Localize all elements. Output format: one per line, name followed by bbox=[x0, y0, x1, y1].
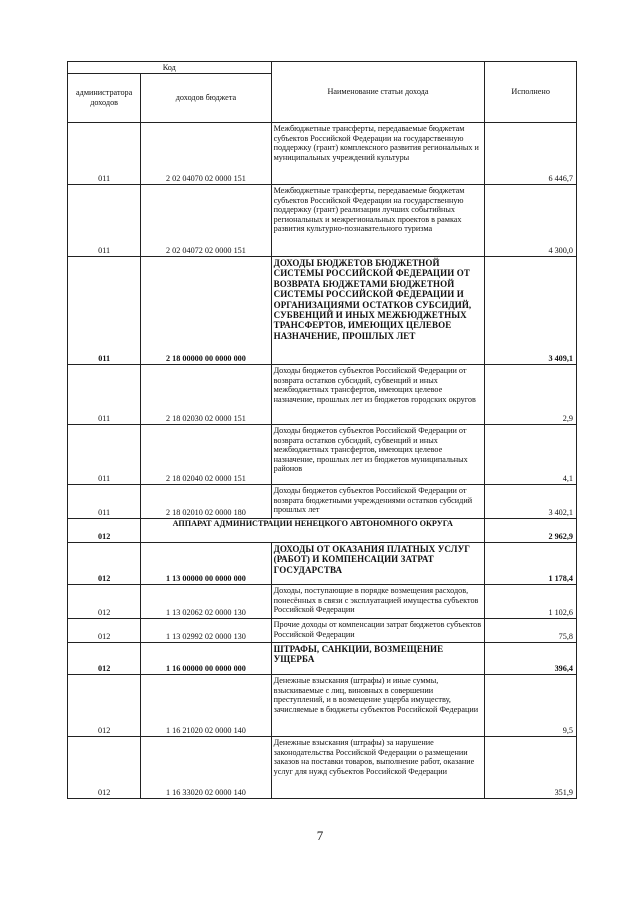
income-name-cell: Денежные взыскания (штрафы) и иные суммы, взыскиваемые с лиц, виновных в совершении преступлений, и в возмещение ущерба имуществу, зачисляемые в бюджеты субъектов Российской Федерации bbox=[271, 675, 485, 737]
executed-amount-cell: 351,9 bbox=[485, 737, 577, 799]
income-name-cell: ДОХОДЫ ОТ ОКАЗАНИЯ ПЛАТНЫХ УСЛУГ (РАБОТ) И КОМПЕНСАЦИИ ЗАТРАТ ГОСУДАРСТВА bbox=[271, 543, 485, 585]
budget-income-table bbox=[67, 61, 577, 799]
admin-code-cell: 011 bbox=[68, 257, 141, 365]
table-row bbox=[68, 543, 577, 585]
income-code-cell: 2 18 02040 02 0000 151 bbox=[141, 425, 271, 485]
table-row bbox=[68, 585, 577, 619]
table-row bbox=[68, 185, 577, 257]
income-name-cell: Прочие доходы от компенсации затрат бюджетов субъектов Российской Федерации bbox=[271, 619, 485, 643]
income-code-cell: 1 13 02062 02 0000 130 bbox=[141, 585, 271, 619]
income-name-cell: Доходы бюджетов субъектов Российской Федерации от возврата остатков субсидий, субвенций и иных межбюджетных трансфертов, имеющих целевое назначение, прошлых лет из бюджетов городских округов bbox=[271, 365, 485, 425]
executed-amount-cell: 4,1 bbox=[485, 425, 577, 485]
header-income-name: Наименование статьи дохода bbox=[271, 62, 485, 123]
table-row bbox=[68, 643, 577, 675]
income-code-cell: 1 13 00000 00 0000 000 bbox=[141, 543, 271, 585]
income-name-cell: Доходы, поступающие в порядке возмещения расходов, понесённых в связи с эксплуатацией имущества субъектов Российской Федерации bbox=[271, 585, 485, 619]
admin-code-cell: 012 bbox=[68, 643, 141, 675]
admin-code-cell: 011 bbox=[68, 185, 141, 257]
income-code-cell: 1 13 02992 02 0000 130 bbox=[141, 619, 271, 643]
income-name-cell: Доходы бюджетов субъектов Российской Федерации от возврата бюджетными учреждениями остатков субсидий прошлых лет bbox=[271, 485, 485, 519]
table-row bbox=[68, 619, 577, 643]
executed-amount-cell: 3 409,1 bbox=[485, 257, 577, 365]
admin-code-cell: 012 bbox=[68, 519, 141, 543]
income-code-cell: 2 18 02010 02 0000 180 bbox=[141, 485, 271, 519]
executed-amount-cell: 396,4 bbox=[485, 643, 577, 675]
executed-amount-cell: 1 102,6 bbox=[485, 585, 577, 619]
income-code-cell: 2 02 04070 02 0000 151 bbox=[141, 123, 271, 185]
header-admin: администратора доходов bbox=[68, 74, 141, 123]
executed-amount-cell: 4 300,0 bbox=[485, 185, 577, 257]
income-code-cell: 1 16 33020 02 0000 140 bbox=[141, 737, 271, 799]
table-row bbox=[68, 425, 577, 485]
executed-amount-cell: 2,9 bbox=[485, 365, 577, 425]
table-row bbox=[68, 485, 577, 519]
income-code-cell: 1 16 21020 02 0000 140 bbox=[141, 675, 271, 737]
page-number: 7 bbox=[316, 828, 324, 843]
table-row bbox=[68, 123, 577, 185]
executed-amount-cell: 6 446,7 bbox=[485, 123, 577, 185]
table-row bbox=[68, 737, 577, 799]
income-code-cell: 2 18 02030 02 0000 151 bbox=[141, 365, 271, 425]
income-name-cell: Денежные взыскания (штрафы) за нарушение законодательства Российской Федерации о размещении заказов на поставки товаров, выполнение работ, оказание услуг для нужд субъектов Российской Федерации bbox=[271, 737, 485, 799]
executed-amount-cell: 9,5 bbox=[485, 675, 577, 737]
admin-code-cell: 012 bbox=[68, 585, 141, 619]
income-code-cell: 2 02 04072 02 0000 151 bbox=[141, 185, 271, 257]
admin-code-cell: 011 bbox=[68, 123, 141, 185]
income-name-cell: Межбюджетные трансферты, передаваемые бюджетам субъектов Российской Федерации на государственную поддержку (грант) реализации лучших событийных региональных и межрегиональных проектов в рамках развития культурно-познавательного туризма bbox=[271, 185, 485, 257]
table-row bbox=[68, 519, 577, 543]
income-code-cell: 2 18 00000 00 0000 000 bbox=[141, 257, 271, 365]
table-row bbox=[68, 365, 577, 425]
section-title-cell: АППАРАТ АДМИНИСТРАЦИИ НЕНЕЦКОГО АВТОНОМНОГО ОКРУГА bbox=[141, 519, 485, 543]
table-header-row bbox=[68, 62, 577, 74]
admin-code-cell: 012 bbox=[68, 543, 141, 585]
executed-amount-cell: 3 402,1 bbox=[485, 485, 577, 519]
income-name-cell: ШТРАФЫ, САНКЦИИ, ВОЗМЕЩЕНИЕ УЩЕРБА bbox=[271, 643, 485, 675]
executed-amount-cell: 1 178,4 bbox=[485, 543, 577, 585]
executed-amount-cell: 2 962,9 bbox=[485, 519, 577, 543]
income-name-cell: Доходы бюджетов субъектов Российской Федерации от возврата остатков субсидий, субвенций и иных межбюджетных трансфертов, имеющих целевое назначение, прошлых лет из бюджетов муниципальных районов bbox=[271, 425, 485, 485]
admin-code-cell: 012 bbox=[68, 619, 141, 643]
admin-code-cell: 011 bbox=[68, 425, 141, 485]
header-code: Код bbox=[68, 62, 272, 74]
admin-code-cell: 011 bbox=[68, 365, 141, 425]
admin-code-cell: 012 bbox=[68, 675, 141, 737]
income-name-cell: ДОХОДЫ БЮДЖЕТОВ БЮДЖЕТНОЙ СИСТЕМЫ РОССИЙСКОЙ ФЕДЕРАЦИИ ОТ ВОЗВРАТА БЮДЖЕТАМИ БЮДЖЕТНОЙ СИСТЕМЫ РОССИЙСКОЙ ФЕДЕРАЦИИ И ОРГАНИЗАЦИЯМИ ОСТАТКОВ СУБСИДИЙ, СУБВЕНЦИЙ И ИНЫХ МЕЖБЮДЖЕТНЫХ ТРАНСФЕРТОВ, ИМЕЮЩИХ ЦЕЛЕВОЕ НАЗНАЧЕНИЕ, ПРОШЛЫХ ЛЕТ bbox=[271, 257, 485, 365]
header-executed: Исполнено bbox=[485, 62, 577, 123]
admin-code-cell: 011 bbox=[68, 485, 141, 519]
executed-amount-cell: 75,8 bbox=[485, 619, 577, 643]
admin-code-cell: 012 bbox=[68, 737, 141, 799]
header-income-code: доходов бюджета bbox=[141, 74, 271, 123]
income-code-cell: 1 16 00000 00 0000 000 bbox=[141, 643, 271, 675]
income-name-cell: Межбюджетные трансферты, передаваемые бюджетам субъектов Российской Федерации на государственную поддержку (грант) комплексного развития региональных и муниципальных учреждений культуры bbox=[271, 123, 485, 185]
table-row bbox=[68, 675, 577, 737]
table-row bbox=[68, 257, 577, 365]
